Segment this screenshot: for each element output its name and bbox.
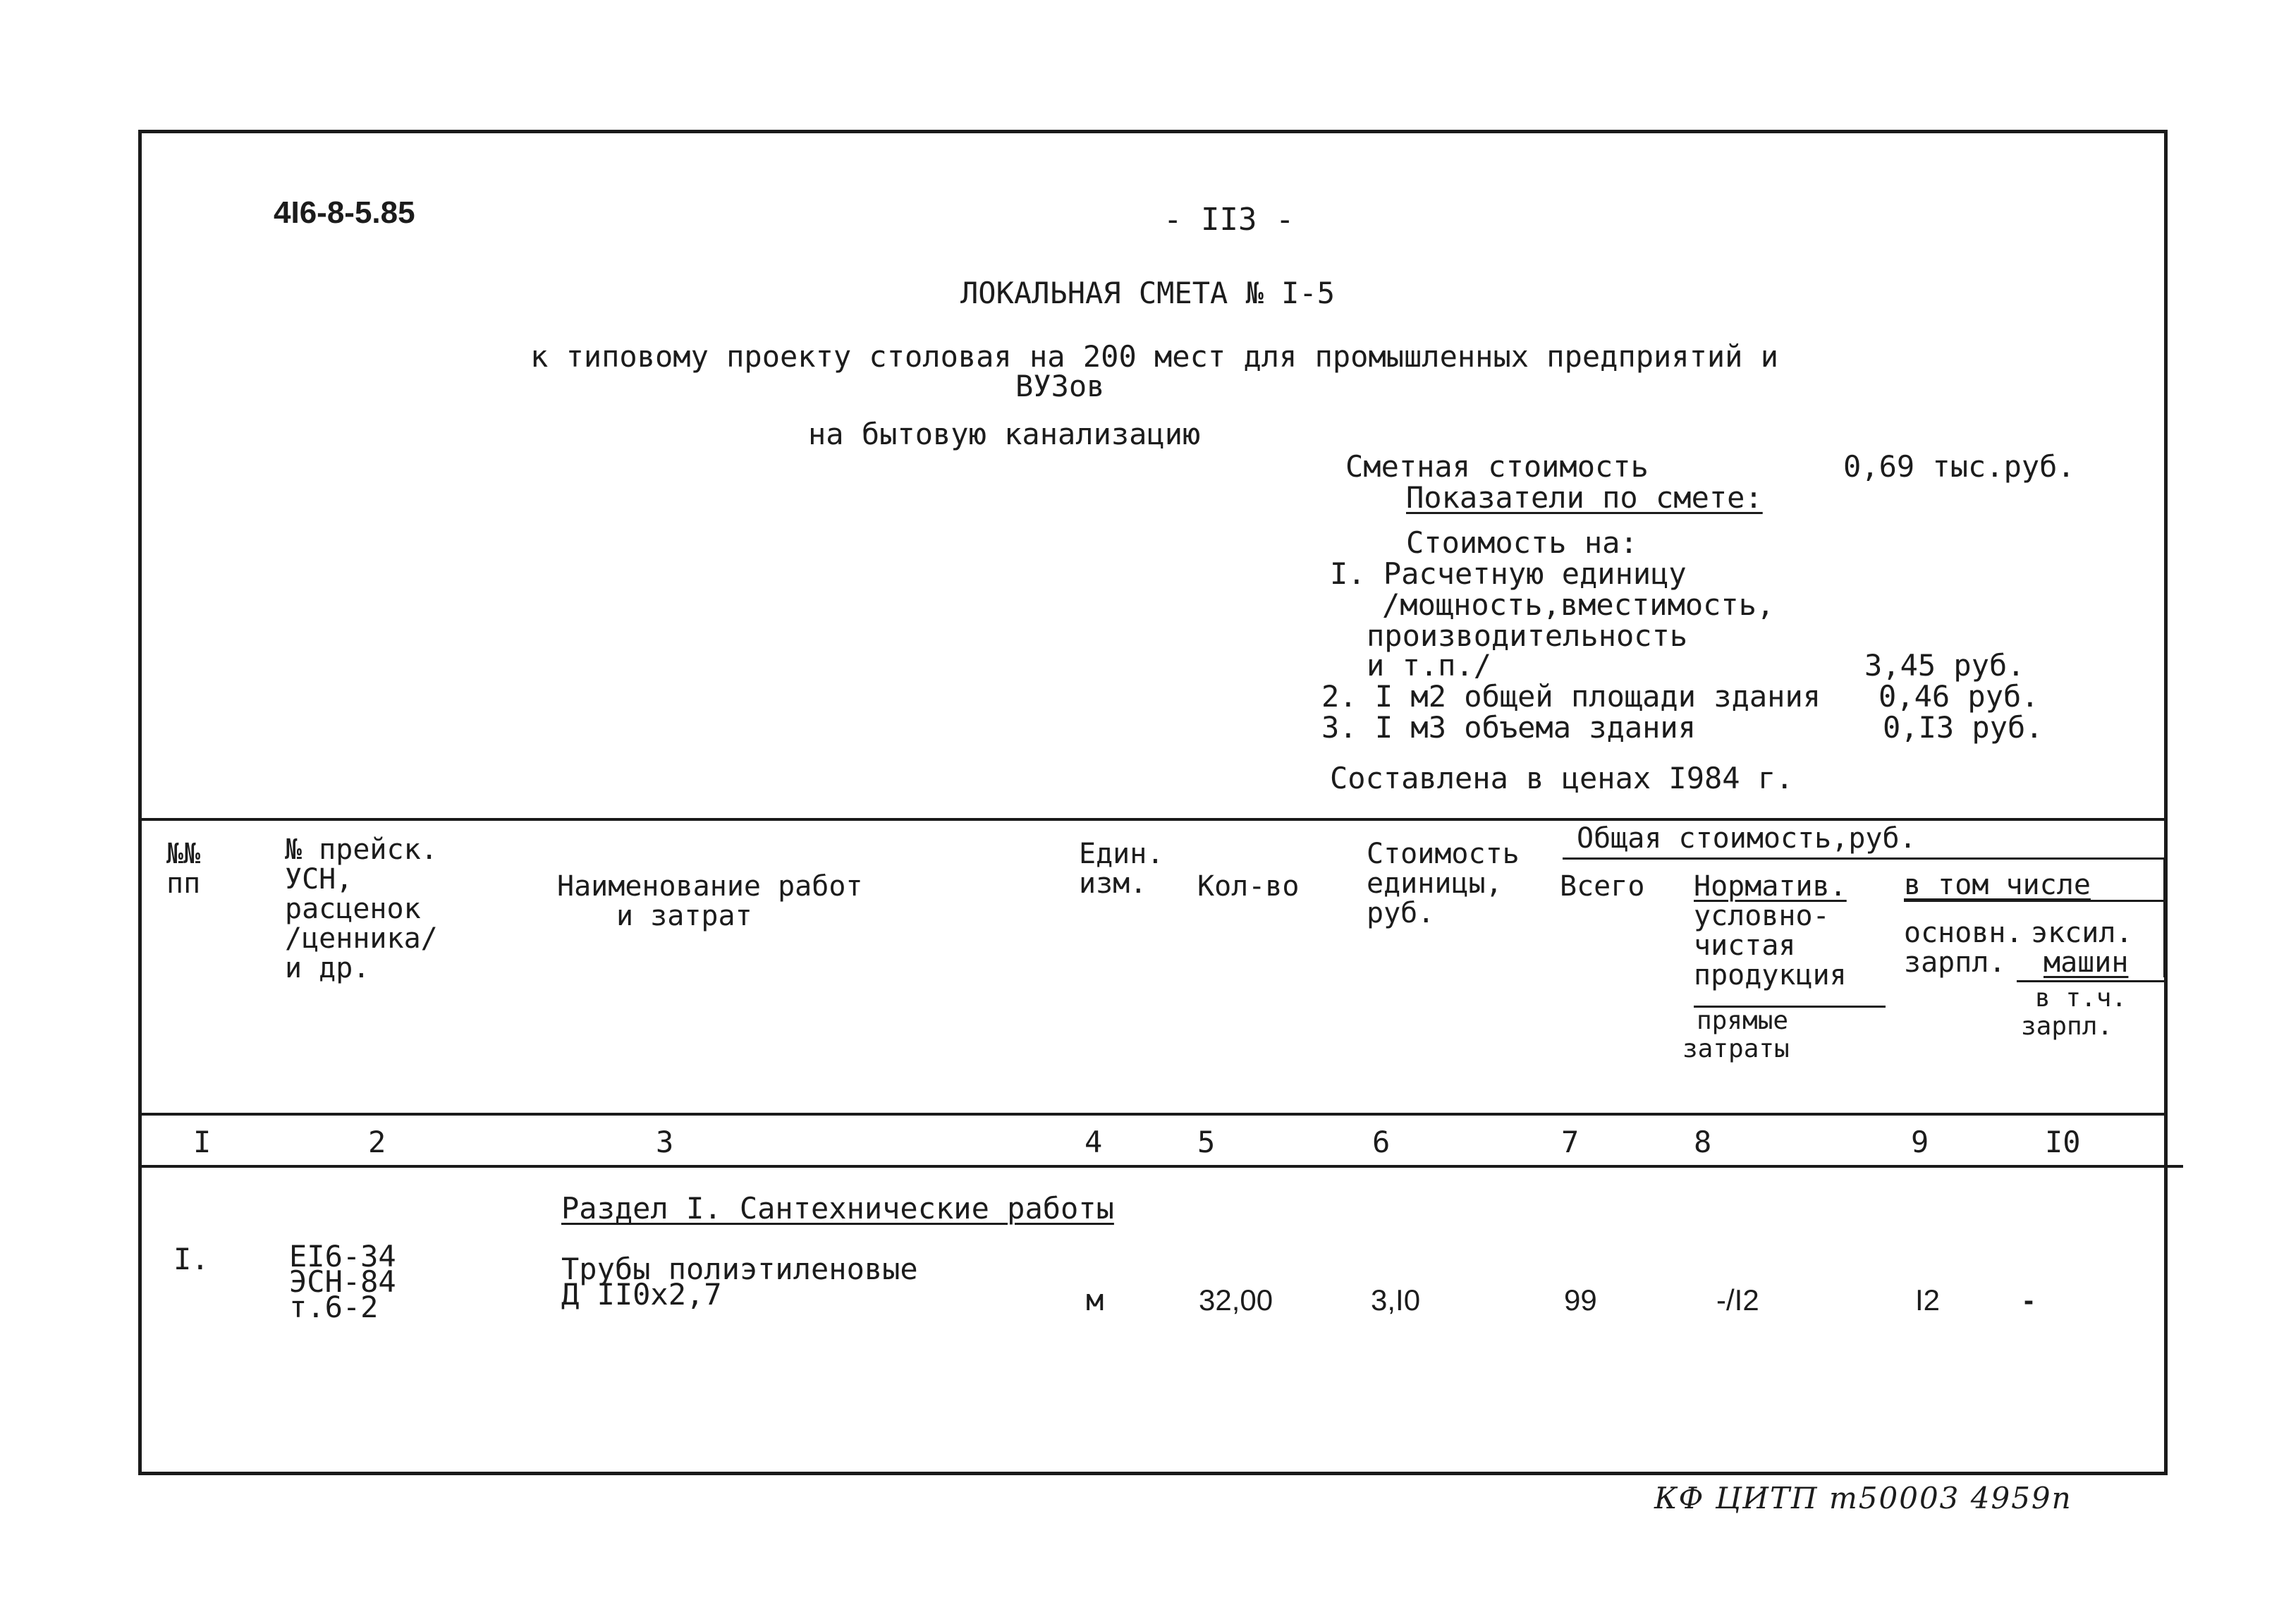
row-normative: -/I2 xyxy=(1716,1283,1759,1317)
section-title: Раздел I. Сантехнические работы xyxy=(561,1191,1114,1226)
header-price-code: № прейск. УСН, расценок /ценника/ и др. xyxy=(285,834,438,984)
column-number-6: 6 xyxy=(1372,1125,1391,1159)
column-number-3: 3 xyxy=(656,1125,674,1159)
column-number-4: 4 xyxy=(1085,1125,1103,1159)
header-machines-wages: в т.ч. зарпл. xyxy=(2021,984,2127,1041)
subtitle-line-2: ВУЗов xyxy=(1015,369,1105,403)
indicator-1-line-2: /мощность,вместимость, xyxy=(1382,587,1775,622)
column-number-9: 9 xyxy=(1911,1125,1929,1159)
archive-stamp: КФ ЦИТП т50003 4959п xyxy=(1654,1481,2072,1515)
row-unit: м xyxy=(1086,1283,1104,1317)
header-normative: Норматив. условно- чистая продукция xyxy=(1694,870,1847,991)
estimate-title: ЛОКАЛЬНАЯ СМЕТА № I-5 xyxy=(960,276,1336,310)
column-number-8: 8 xyxy=(1694,1125,1712,1159)
column-number-1: I xyxy=(193,1125,212,1159)
column-number-2: 2 xyxy=(368,1125,386,1159)
column-number-rule xyxy=(138,1165,2183,1168)
row-wages: I2 xyxy=(1915,1283,1941,1317)
header-unit-cost: Стоимость единицы, руб. xyxy=(1367,838,1520,929)
prices-note: Составлена в ценах I984 г. xyxy=(1330,761,1794,795)
document-code: 4I6-8-5.85 xyxy=(274,195,415,230)
indicator-2-label: 2. I м2 общей площади здания xyxy=(1321,679,1821,714)
header-bottom-rule xyxy=(138,1113,2168,1116)
row-code: EI6-34 ЭСН-84 т.6-2 xyxy=(289,1239,396,1324)
row-quantity: 32,00 xyxy=(1199,1283,1273,1317)
table-top-rule xyxy=(138,818,2168,821)
header-total: Всего xyxy=(1560,870,1645,903)
page-number: - II3 - xyxy=(1163,202,1295,238)
row-name: Трубы полиэтиленовые Д II0x2,7 xyxy=(561,1252,918,1312)
indicator-3-value: 0,I3 руб. xyxy=(1883,710,2043,745)
header-including: в том числе xyxy=(1904,869,2091,901)
subtitle-line-1: к типовому проекту столовая на 200 мест для промышленных предприятий и xyxy=(530,339,1779,374)
indicator-1-line-3: производительность xyxy=(1367,618,1688,653)
row-total: 99 xyxy=(1564,1283,1597,1317)
header-quantity: Кол-во xyxy=(1197,870,1300,903)
row-number: I. xyxy=(173,1242,209,1276)
indicator-1-value: 3,45 руб. xyxy=(1864,648,2025,683)
cost-on-label: Стоимость на: xyxy=(1406,525,1638,560)
row-unit-cost: 3,I0 xyxy=(1371,1283,1421,1317)
header-total-cost: Общая стоимость,руб. xyxy=(1577,822,1917,855)
header-wages: основн. зарпл. xyxy=(1904,917,2023,979)
machines-sub-rule xyxy=(2017,980,2168,982)
indicator-1-line-1: I. Расчетную единицу xyxy=(1330,556,1687,591)
column-number-7: 7 xyxy=(1561,1125,1580,1159)
indicator-2-value: 0,46 руб. xyxy=(1878,679,2039,714)
header-direct-costs: прямые затраты xyxy=(1682,1006,1790,1063)
indicator-3-label: 3. I м3 объема здания xyxy=(1321,710,1697,745)
estimated-cost-value: 0,69 тыс.руб. xyxy=(1843,449,2075,484)
right-tick xyxy=(2163,857,2165,977)
row-machines: - xyxy=(2024,1283,2034,1317)
header-row-number: №№ пп xyxy=(166,838,201,900)
column-number-5: 5 xyxy=(1197,1125,1216,1159)
subtitle-line-3: на бытовую канализацию xyxy=(808,417,1201,451)
page-frame xyxy=(138,130,2168,1475)
indicators-heading: Показатели по смете: xyxy=(1406,480,1763,515)
header-machines: эксил. машин xyxy=(2031,917,2133,979)
header-unit: Един. изм. xyxy=(1079,838,1164,900)
total-cost-rule xyxy=(1563,857,2168,860)
column-number-10: I0 xyxy=(2045,1125,2081,1159)
header-work-name: Наименование работ и затрат xyxy=(557,870,863,932)
estimated-cost-label: Сметная стоимость xyxy=(1345,449,1649,484)
indicator-1-line-4: и т.п./ xyxy=(1367,648,1492,683)
